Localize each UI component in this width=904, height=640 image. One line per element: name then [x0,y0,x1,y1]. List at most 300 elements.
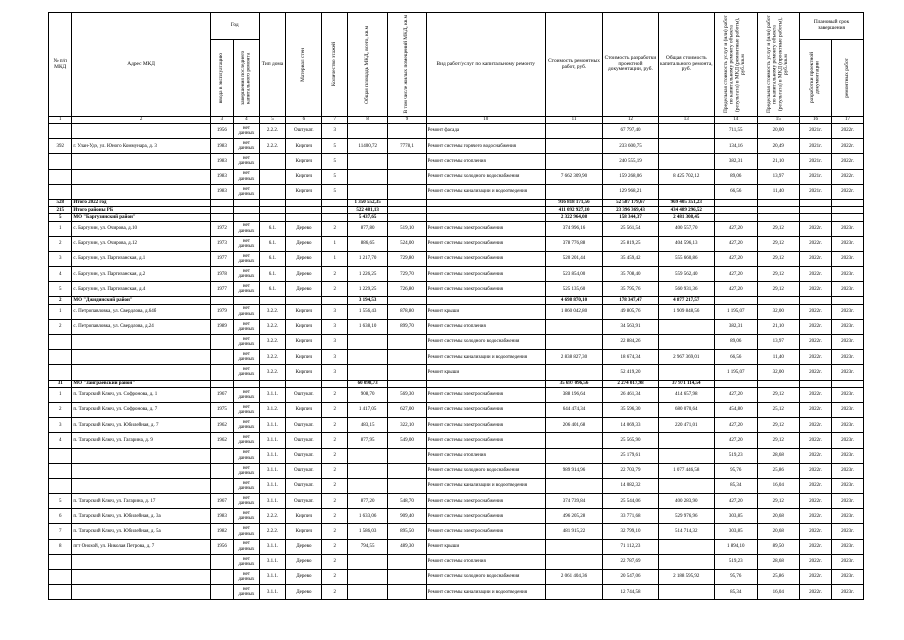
table-cell: 454,80 [714,402,757,417]
table-cell: 35 596,30 [603,402,658,417]
table-cell: 434 489 296,52 [658,207,714,214]
table-cell: 215 [49,207,72,214]
column-number: 8 [347,117,387,124]
total-row [49,380,864,387]
column-number: 10 [426,117,545,124]
table-cell [72,154,210,169]
table-cell: нет данных [234,184,260,199]
table-cell: 2023г. [831,365,863,380]
table-cell [347,554,387,569]
table-cell: Ремонт системы электроснабжения [426,433,545,448]
table-cell [388,124,426,139]
table-cell [800,199,832,206]
table-cell: 5 [49,494,72,509]
table-cell: 95,76 [714,570,757,585]
table-cell: Ремонт системы электроснабжения [426,494,545,509]
table-cell: Ремонт системы горячего водоснабжения [426,139,545,154]
table-cell: 374 739,84 [545,494,602,509]
table-cell: 13,97 [757,169,800,184]
table-cell: Дерево [286,221,322,236]
table-cell [388,478,426,493]
table-cell: 560 931,36 [658,282,714,297]
table-cell [757,199,800,206]
table-cell: 1956 [210,539,233,554]
table-cell [658,433,714,448]
header-design-cost: Стоимость разработки проектной документации, руб. [603,13,658,117]
table-row [49,509,864,524]
table-row [49,304,864,319]
table-cell: 21,10 [757,319,800,334]
table-cell: 1956 [210,124,233,139]
table-cell: 11400,72 [347,139,387,154]
table-cell: 1977 [210,282,233,297]
table-cell [49,350,72,365]
table-cell: 5 437,65 [347,214,387,221]
table-cell: 303,85 [714,524,757,539]
table-cell: 909,40 [388,509,426,524]
table-cell [322,380,348,387]
table-cell: 524,00 [388,236,426,251]
table-cell [388,554,426,569]
table-cell: 2 [49,236,72,251]
table-cell: 20,68 [757,524,800,539]
table-cell: Оштукат. [286,448,322,463]
table-cell: 89,50 [757,539,800,554]
table-cell: пгт Онохой, ул. Николая Петрова, д. 7 [72,539,210,554]
table-cell [322,214,348,221]
column-number: 14 [714,117,757,124]
table-cell [234,207,260,214]
table-cell: 1 077 446,58 [658,463,714,478]
table-cell: 2 061 404,36 [545,570,602,585]
table-cell: Ремонт системы холодного водоснабжения [426,169,545,184]
table-cell: 2022г. [800,236,832,251]
table-cell: 29,12 [757,494,800,509]
table-cell [800,207,832,214]
table-cell: 2023г. [831,350,863,365]
table-cell: 877,95 [347,433,387,448]
table-cell: Ремонт крыши [426,304,545,319]
table-cell: 2022г. [800,509,832,524]
table-cell: 388 196,64 [545,387,602,402]
table-cell: 3.1.1. [259,494,286,509]
column-number: 11 [545,117,602,124]
table-cell: 2023г. [831,319,863,334]
table-cell: 3.2.2. [259,350,286,365]
table-cell: 427,20 [714,494,757,509]
table-cell: 2023г. [831,418,863,433]
table-cell: 2 [322,554,348,569]
table-cell: 32,00 [757,365,800,380]
table-cell: 2022г. [800,448,832,463]
table-row [49,319,864,334]
table-cell [49,184,72,199]
table-cell [210,335,233,350]
table-cell: 2023г. [831,570,863,585]
table-cell: 1 [322,236,348,251]
table-cell: 3.2.2. [259,304,286,319]
table-cell: 519,10 [388,221,426,236]
table-cell: п. Татарский Ключ, ул. Юбилейная, д. 5а [72,524,210,539]
table-cell: нет данных [234,509,260,524]
table-cell: 1 [49,221,72,236]
table-cell: 2 [322,539,348,554]
table-cell [757,207,800,214]
table-cell: 2023г. [831,463,863,478]
header-area-total: Общая площадь МКД, всего, кв.м [347,13,387,117]
table-cell: Ремонт системы электроснабжения [426,524,545,539]
table-cell: Кирпич [286,524,322,539]
table-cell: 1983 [210,154,233,169]
table-cell: 2 [322,585,348,600]
header-wall-material: Материал стен [286,13,322,117]
table-cell: 427,20 [714,282,757,297]
table-cell [388,350,426,365]
table-cell: Кирпич [286,402,322,417]
table-cell: 26 461,34 [603,387,658,402]
table-cell [210,554,233,569]
table-cell: 2.2.2. [259,509,286,524]
column-number: 17 [831,117,863,124]
table-cell: Кирпич [286,335,322,350]
table-cell [72,335,210,350]
table-row [49,570,864,585]
table-cell: 2 [322,463,348,478]
table-cell [49,154,72,169]
table-cell: 1983 [210,184,233,199]
table-cell: 644 474,34 [545,402,602,417]
table-cell [286,214,322,221]
table-cell: 2 274 017,98 [603,380,658,387]
table-cell [831,199,863,206]
table-cell [72,570,210,585]
table-cell [658,448,714,463]
table-cell [347,365,387,380]
table-row [49,236,864,251]
table-cell: 322,10 [388,418,426,433]
table-cell: Ремонт фасада [426,124,545,139]
table-cell [286,207,322,214]
table-cell: 178 347,47 [603,297,658,304]
table-cell: 60 098,73 [347,380,387,387]
table-cell: 1 195,07 [714,365,757,380]
table-cell: 2022г. [800,365,832,380]
table-cell: 2023г. [831,585,863,600]
table-cell: 2022г. [800,267,832,282]
table-cell [49,585,72,600]
table-cell [714,214,757,221]
table-cell: 726,80 [388,282,426,297]
header-total-cost: Общая стоимость капитального ремонта, руб. [658,13,714,117]
table-cell: 2022г. [800,570,832,585]
table-cell: 2021г. [800,139,832,154]
table-cell: 483,15 [347,418,387,433]
table-cell: 29,12 [757,251,800,266]
table-cell: 877,80 [347,221,387,236]
table-cell [210,570,233,585]
table-cell: 548,70 [388,494,426,509]
table-cell: нет данных [234,304,260,319]
table-row [49,448,864,463]
table-cell [49,169,72,184]
table-cell: Ремонт системы электроснабжения [426,402,545,417]
table-cell: 2022г. [800,418,832,433]
table-cell: 2022г. [800,402,832,417]
table-cell: 525 135,60 [545,282,602,297]
table-cell: нет данных [234,154,260,169]
table-cell: Кирпич [286,365,322,380]
table-cell: п. Татарский Ключ, ул. Софронова, д. 7 [72,402,210,417]
table-cell: 729,80 [388,251,426,266]
table-cell [545,585,602,600]
table-cell: 35 795,76 [603,282,658,297]
table-cell: 20,00 [757,124,800,139]
table-cell: 908,70 [347,387,387,402]
table-cell: Оштукат. [286,494,322,509]
table-cell: 29,12 [757,267,800,282]
table-cell: 23 396 369,43 [603,207,658,214]
table-cell: 2 [49,297,72,304]
table-cell: 2022г. [800,463,832,478]
table-cell [757,297,800,304]
table-cell: 489,30 [388,539,426,554]
table-cell: 1975 [210,402,233,417]
table-cell [545,554,602,569]
table-cell [658,554,714,569]
table-cell: 3.1.1. [259,585,286,600]
table-cell: 2022г. [800,387,832,402]
table-cell: 3.1.1. [259,433,286,448]
table-cell: 13,97 [757,335,800,350]
table-cell [831,207,863,214]
total-row [49,207,864,214]
table-cell: 6.1. [259,267,286,282]
table-cell: 1 860 042,80 [545,304,602,319]
table-row [49,350,864,365]
table-cell: 895,50 [388,524,426,539]
table-cell: Дерево [286,585,322,600]
table-cell [234,297,260,304]
table-cell: Оштукат. [286,463,322,478]
table-cell [72,554,210,569]
table-row [49,251,864,266]
table-cell: 2023г. [831,539,863,554]
table-cell [347,335,387,350]
table-cell: 528 [49,199,72,206]
table-cell: 886,65 [347,236,387,251]
table-cell: 2023г. [831,433,863,448]
table-cell: 2023г. [831,267,863,282]
table-cell: Ремонт системы электроснабжения [426,221,545,236]
table-cell: нет данных [234,251,260,266]
table-cell [210,365,233,380]
table-cell [426,380,545,387]
table-cell [210,297,233,304]
table-cell: 35 697 096,56 [545,380,602,387]
table-cell: 29,12 [757,418,800,433]
table-cell [210,448,233,463]
table-cell: 25 179,61 [603,448,658,463]
table-cell: 95,76 [714,463,757,478]
table-cell: 5 [49,282,72,297]
table-cell: 32,00 [757,304,800,319]
table-cell: нет данных [234,387,260,402]
table-cell: 3 [322,350,348,365]
table-cell: Кирпич [286,169,322,184]
table-cell [210,380,233,387]
table-cell: 2021г. [800,154,832,169]
table-row [49,418,864,433]
table-cell [72,124,210,139]
table-cell [658,124,714,139]
table-cell: Ремонт крыши [426,539,545,554]
table-cell: 1977 [210,251,233,266]
table-cell [347,154,387,169]
table-cell [72,169,210,184]
table-cell: 2022г. [800,433,832,448]
table-cell: нет данных [234,463,260,478]
table-cell: 3.1.1. [259,554,286,569]
table-cell: 2 [322,448,348,463]
table-cell: Оштукат. [286,387,322,402]
table-cell: Ремонт системы электроснабжения [426,251,545,266]
table-cell: Оштукат. [286,478,322,493]
table-cell: 20,68 [757,509,800,524]
table-cell: 2 [322,570,348,585]
table-cell: 220 471,01 [658,418,714,433]
column-number: 1 [49,117,72,124]
table-cell: 2 [322,387,348,402]
table-cell [714,297,757,304]
table-cell: 16,04 [757,585,800,600]
table-cell [347,570,387,585]
table-cell: 1 [322,251,348,266]
table-cell: 6.1. [259,282,286,297]
table-cell: 427,20 [714,387,757,402]
table-cell: Кирпич [286,154,322,169]
table-cell: 523 854,00 [545,267,602,282]
table-cell: Оштукат. [286,124,322,139]
header-year: Год [210,13,259,40]
table-cell: Дерево [286,539,322,554]
table-cell: 2022г. [831,154,863,169]
table-cell [286,199,322,206]
table-cell [426,207,545,214]
table-cell: 427,20 [714,251,757,266]
table-cell [831,297,863,304]
table-cell: 35 708,40 [603,267,658,282]
table-row [49,139,864,154]
table-cell [658,585,714,600]
table-cell: Ремонт системы канализации и водоотведения [426,350,545,365]
table-cell: 1982 [210,524,233,539]
table-cell: 25 544,06 [603,494,658,509]
table-cell [800,297,832,304]
table-cell: Ремонт системы электроснабжения [426,236,545,251]
table-cell [347,350,387,365]
table-cell: 1 586,03 [347,524,387,539]
table-cell: 129 968,21 [603,184,658,199]
table-cell: 233 600,75 [603,139,658,154]
table-cell [545,124,602,139]
table-cell: 555 660,86 [658,251,714,266]
table-cell: Оштукат. [286,418,322,433]
table-cell: Ремонт системы холодного водоснабжения [426,463,545,478]
table-cell: 2022г. [800,478,832,493]
table-cell [388,207,426,214]
table-cell: 2 [322,221,348,236]
table-cell: 1973 [210,236,233,251]
table-cell: нет данных [234,282,260,297]
table-cell: 2022г. [831,124,863,139]
table-cell: 519,23 [714,554,757,569]
table-cell: 14 069,33 [603,418,658,433]
column-number: 3 [210,117,233,124]
table-body [49,124,864,600]
table-cell [286,297,322,304]
table-cell: нет данных [234,478,260,493]
table-cell: 159 268,06 [603,169,658,184]
table-cell [658,139,714,154]
table-cell [322,199,348,206]
table-row [49,433,864,448]
table-cell: нет данных [234,267,260,282]
table-cell [388,297,426,304]
table-cell: 2021г. [800,184,832,199]
table-cell [388,184,426,199]
table-cell: Кирпич [286,319,322,334]
table-cell: 16,04 [757,478,800,493]
table-cell: 2.2.2. [259,524,286,539]
table-cell: 2022г. [800,524,832,539]
table-cell: г. Улан-Удэ, ул. Юного Коммунара, д. 3 [72,139,210,154]
table-cell: с. Петропавловка, ул. Свердлова, д.24 [72,319,210,334]
table-cell: Ремонт системы электроснабжения [426,282,545,297]
table-cell [322,297,348,304]
table-cell: 2023г. [831,524,863,539]
table-cell [49,463,72,478]
table-cell: 25,86 [757,463,800,478]
table-cell: 2 [49,319,72,334]
table-cell: 6.1. [259,236,286,251]
table-cell [545,365,602,380]
table-cell: Ремонт системы холодного водоснабжения [426,570,545,585]
table-cell: 4 877 217,57 [658,297,714,304]
table-cell: 2 [322,524,348,539]
table-cell: нет данных [234,448,260,463]
table-cell: 2 [322,433,348,448]
table-cell: 2022г. [831,139,863,154]
table-cell: Оштукат. [286,433,322,448]
table-cell: 2 322 964,08 [545,214,602,221]
table-row [49,365,864,380]
table-cell: 3 [322,335,348,350]
table-cell [234,214,260,221]
column-number: 9 [388,117,426,124]
header-no: № п/п МКД [49,13,72,117]
table-cell: п. Татарский Ключ, ул. Юбилейная, д. 7 [72,418,210,433]
table-cell [259,184,286,199]
table-cell [259,199,286,206]
header-repair-cost: Стоимость ремонтных работ, руб. [545,13,602,117]
table-cell: 66,56 [714,184,757,199]
table-cell: 2022г. [800,350,832,365]
table-cell: 1983 [210,139,233,154]
table-cell: нет данных [234,335,260,350]
table-cell: 18 674,34 [603,350,658,365]
table-cell: 240 555,19 [603,154,658,169]
table-cell: 29,12 [757,433,800,448]
